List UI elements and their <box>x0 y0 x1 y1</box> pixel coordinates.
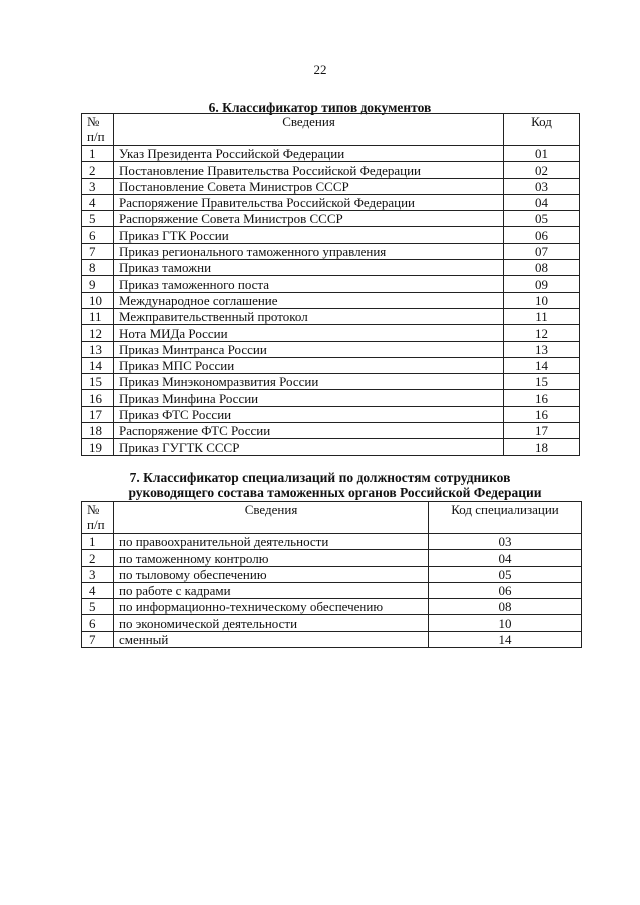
table-row <box>82 390 580 406</box>
cell-num: 3 <box>82 566 114 582</box>
cell-info: Приказ МПС России <box>114 357 504 373</box>
cell-num: 8 <box>82 260 114 276</box>
cell-info: Распоряжение Совета Министров СССР <box>114 211 504 227</box>
header-num <box>82 114 114 146</box>
cell-code: 06 <box>429 582 582 598</box>
cell-info: Межправительственный протокол <box>114 308 504 324</box>
cell-info: Постановление Правительства Российской Федерации <box>114 162 504 178</box>
cell-num: 9 <box>82 276 114 292</box>
header-code: Код специализации <box>429 502 582 534</box>
table-header-row <box>82 114 580 146</box>
table-row <box>82 292 580 308</box>
cell-info: Приказ ГТК России <box>114 227 504 243</box>
cell-num: 18 <box>82 423 114 439</box>
cell-code: 07 <box>504 243 580 259</box>
cell-num: 11 <box>82 308 114 324</box>
cell-num: 16 <box>82 390 114 406</box>
table-header-row <box>82 502 582 534</box>
table-row <box>82 357 580 373</box>
cell-code: 05 <box>429 566 582 582</box>
cell-num: 7 <box>82 631 114 647</box>
cell-num: 12 <box>82 325 114 341</box>
cell-code: 03 <box>429 534 582 550</box>
table-row <box>82 566 582 582</box>
cell-num: 6 <box>82 227 114 243</box>
cell-info: Приказ ФТС России <box>114 406 504 422</box>
table-row <box>82 178 580 194</box>
table-row <box>82 308 580 324</box>
cell-code: 08 <box>504 260 580 276</box>
cell-num: 2 <box>82 550 114 566</box>
cell-info: по экономической деятельности <box>114 615 429 631</box>
cell-code: 14 <box>504 357 580 373</box>
header-num-line1: № <box>87 114 100 129</box>
cell-code: 14 <box>429 631 582 647</box>
cell-num: 3 <box>82 178 114 194</box>
table-row <box>82 227 580 243</box>
cell-code: 02 <box>504 162 580 178</box>
cell-code: 17 <box>504 423 580 439</box>
cell-code: 04 <box>504 194 580 210</box>
cell-num: 5 <box>82 599 114 615</box>
cell-info: Приказ Минэкономразвития России <box>114 374 504 390</box>
table-row <box>82 615 582 631</box>
table-row <box>82 374 580 390</box>
table-row <box>82 406 580 422</box>
page-number: 22 <box>313 62 327 77</box>
cell-num: 14 <box>82 357 114 373</box>
table-row <box>82 534 582 550</box>
cell-code: 03 <box>504 178 580 194</box>
cell-num: 17 <box>82 406 114 422</box>
cell-info: по таможенному контролю <box>114 550 429 566</box>
cell-code: 08 <box>429 599 582 615</box>
cell-code: 16 <box>504 390 580 406</box>
cell-num: 1 <box>82 146 114 162</box>
section-6-title: 6. Классификатор типов документов <box>208 100 432 115</box>
cell-num: 7 <box>82 243 114 259</box>
table-row <box>82 211 580 227</box>
cell-info: Приказ таможенного поста <box>114 276 504 292</box>
cell-info: по тыловому обеспечению <box>114 566 429 582</box>
cell-num: 4 <box>82 582 114 598</box>
cell-info: Постановление Совета Министров СССР <box>114 178 504 194</box>
cell-code: 10 <box>429 615 582 631</box>
table-row <box>82 260 580 276</box>
cell-info: Приказ регионального таможенного управления <box>114 243 504 259</box>
table-row <box>82 325 580 341</box>
cell-code: 18 <box>504 439 580 455</box>
cell-num: 1 <box>82 534 114 550</box>
cell-info: Приказ Минтранса России <box>114 341 504 357</box>
cell-code: 09 <box>504 276 580 292</box>
specializations-table <box>81 501 582 648</box>
cell-code: 15 <box>504 374 580 390</box>
table-row <box>82 146 580 162</box>
header-num <box>82 502 114 534</box>
cell-info: Нота МИДа России <box>114 325 504 341</box>
table-row <box>82 439 580 455</box>
cell-info: по работе с кадрами <box>114 582 429 598</box>
table-row <box>82 550 582 566</box>
cell-info: по правоохранительной деятельности <box>114 534 429 550</box>
cell-num: 6 <box>82 615 114 631</box>
table-row <box>82 423 580 439</box>
cell-code: 04 <box>429 550 582 566</box>
cell-code: 01 <box>504 146 580 162</box>
cell-info: Приказ ГУГТК СССР <box>114 439 504 455</box>
cell-code: 16 <box>504 406 580 422</box>
section-7-title-line1: 7. Классификатор специализаций по должностям сотрудников <box>129 470 511 485</box>
cell-info: Приказ Минфина России <box>114 390 504 406</box>
cell-num: 15 <box>82 374 114 390</box>
cell-num: 4 <box>82 194 114 210</box>
cell-code: 12 <box>504 325 580 341</box>
table-row <box>82 276 580 292</box>
cell-num: 13 <box>82 341 114 357</box>
cell-num: 19 <box>82 439 114 455</box>
cell-info: Международное соглашение <box>114 292 504 308</box>
table-row <box>82 599 582 615</box>
cell-code: 11 <box>504 308 580 324</box>
cell-code: 06 <box>504 227 580 243</box>
cell-code: 05 <box>504 211 580 227</box>
table-row <box>82 631 582 647</box>
cell-info: Приказ таможни <box>114 260 504 276</box>
cell-info: Указ Президента Российской Федерации <box>114 146 504 162</box>
cell-info: Распоряжение Правительства Российской Федерации <box>114 194 504 210</box>
table-row <box>82 582 582 598</box>
table-row <box>82 194 580 210</box>
section-7-title-line2: руководящего состава таможенных органов Российской Федерации <box>128 485 542 500</box>
cell-info: по информационно-техническому обеспечению <box>114 599 429 615</box>
header-info: Сведения <box>114 114 504 146</box>
header-num-line1: № <box>87 502 100 517</box>
table-row <box>82 243 580 259</box>
cell-code: 10 <box>504 292 580 308</box>
table-row <box>82 162 580 178</box>
cell-info: Распоряжение ФТС России <box>114 423 504 439</box>
cell-info: сменный <box>114 631 429 647</box>
header-info: Сведения <box>114 502 429 534</box>
header-num-line2: п/п <box>87 517 105 532</box>
cell-num: 2 <box>82 162 114 178</box>
cell-num: 10 <box>82 292 114 308</box>
header-num-line2: п/п <box>87 129 105 144</box>
document-types-table <box>81 113 580 456</box>
cell-code: 13 <box>504 341 580 357</box>
cell-num: 5 <box>82 211 114 227</box>
header-code: Код <box>504 114 580 146</box>
table-row <box>82 341 580 357</box>
